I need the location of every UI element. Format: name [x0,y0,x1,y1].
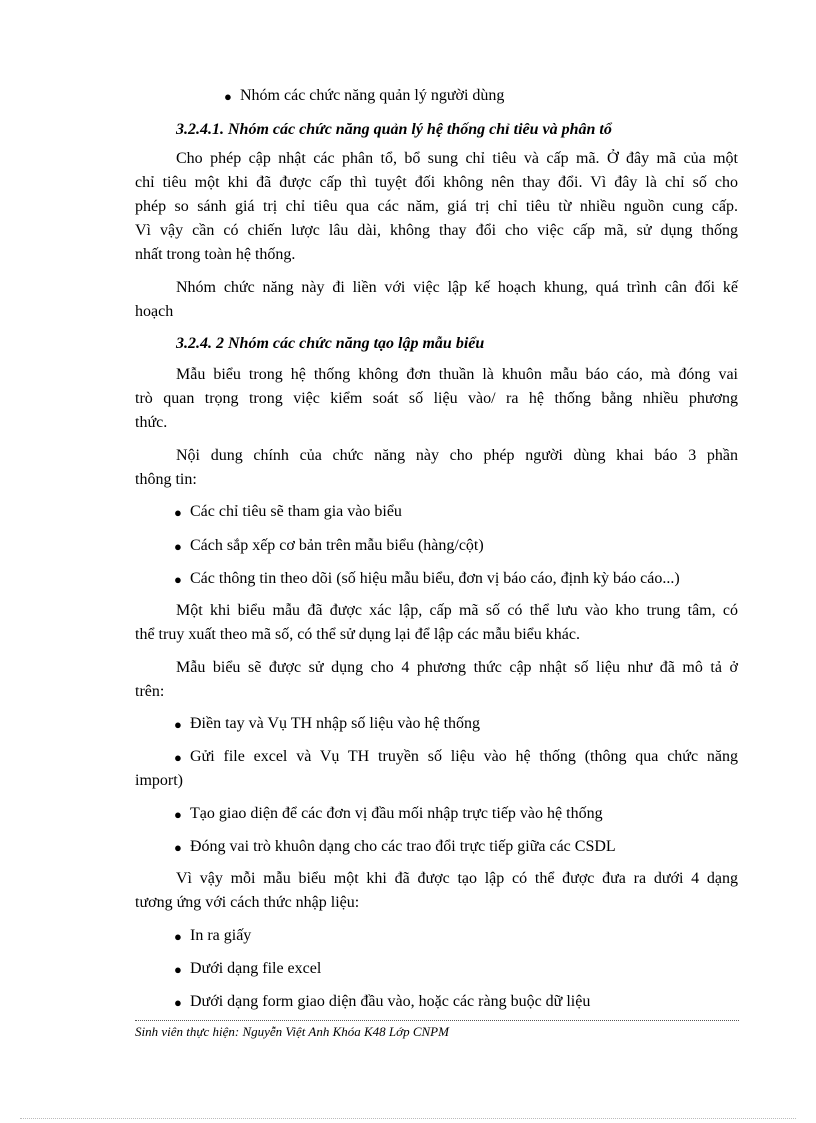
paragraph-line: nhất trong toàn hệ thống. [135,246,296,263]
paragraph-line: Vì vậy cần có chiến lược lâu dài, không thay đổi cho việc cấp mã, sử dụng thống [135,222,738,239]
paragraph-line: thông tin: [135,471,197,488]
list-item: Dưới dạng form giao diện đầu vào, hoặc các ràng buộc dữ liệu [190,993,591,1010]
list-item: Tạo giao diện để các đơn vị đầu mối nhập trực tiếp vào hệ thống [190,805,603,822]
list-item: Các thông tin theo dõi (số hiệu mẫu biểu, đơn vị báo cáo, định kỳ báo cáo...) [190,570,680,587]
bullet-icon: ● [174,929,182,944]
bullet-icon: ● [224,89,232,104]
paragraph-line: Một khi biểu mẫu đã được xác lập, cấp mã số có thể lưu vào kho trung tâm, có [176,602,738,619]
paragraph-line: Mẫu biểu trong hệ thống không đơn thuần là khuôn mẫu báo cáo, mà đóng vai [176,366,738,383]
section-heading: 3.2.4. 2 Nhóm các chức năng tạo lập mẫu biểu [176,335,485,352]
bullet-icon: ● [174,962,182,977]
list-item: import) [135,772,183,789]
paragraph-line: Nội dung chính của chức năng này cho phép người dùng khai báo 3 phần [176,447,738,464]
list-item: Đóng vai trò khuôn dạng cho các trao đổi trực tiếp giữa các CSDL [190,838,616,855]
paragraph-line: phép so sánh giá trị chỉ tiêu qua các năm, giá trị chỉ tiêu từ nhiều nguồn cung cấp. [135,198,738,215]
paragraph-line: trò quan trọng trong việc kiểm soát số liệu vào/ ra hệ thống bằng nhiều phương [135,390,738,407]
bullet-icon: ● [174,717,182,732]
list-item: Cách sắp xếp cơ bản trên mẫu biểu (hàng/cột) [190,537,484,554]
bullet-icon: ● [174,840,182,855]
page-footer: Sinh viên thực hiện: Nguyễn Việt Anh Khóa K48 Lớp CNPM [135,1024,449,1039]
paragraph-line: hoạch [135,303,174,320]
list-item: Gửi file excel và Vụ TH truyền số liệu vào hệ thống (thông qua chức năng [190,748,738,765]
paragraph-line: thức. [135,414,168,431]
bullet-icon: ● [174,505,182,520]
paragraph-line: chỉ tiêu một khi đã được cấp thì tuyệt đối không nên thay đổi. Vì đây là chỉ số cho [135,174,738,191]
footer-divider [135,1020,739,1021]
page-bottom-divider [20,1118,796,1119]
bullet-icon: ● [174,807,182,822]
section-heading: 3.2.4.1. Nhóm các chức năng quản lý hệ thống chỉ tiêu và phân tổ [176,121,612,138]
bullet-icon: ● [174,995,182,1010]
paragraph-line: Nhóm chức năng này đi liền với việc lập kế hoạch khung, quá trình cân đối kế [176,279,738,296]
bullet-icon: ● [174,572,182,587]
paragraph-line: thể truy xuất theo mã số, có thể sử dụng lại để lập các mẫu biểu khác. [135,626,580,643]
paragraph-line: tương ứng với cách thức nhập liệu: [135,894,360,911]
paragraph-line: Cho phép cập nhật các phân tổ, bổ sung chỉ tiêu và cấp mã. Ở đây mã của một [176,150,738,167]
paragraph-line: Vì vậy mỗi mẫu biểu một khi đã được tạo lập có thể được đưa ra dưới 4 dạng [176,870,738,887]
list-item: Các chỉ tiêu sẽ tham gia vào biểu [190,503,402,520]
bullet-icon: ● [174,750,182,765]
paragraph-line: Mẫu biểu sẽ được sử dụng cho 4 phương thức cập nhật số liệu như đã mô tả ở [176,659,738,676]
list-item: Nhóm các chức năng quản lý người dùng [240,87,505,104]
list-item: Điền tay và Vụ TH nhập số liệu vào hệ thống [190,715,481,732]
list-item: In ra giấy [190,927,252,944]
paragraph-line: trên: [135,683,165,700]
bullet-icon: ● [174,539,182,554]
list-item: Dưới dạng file excel [190,960,322,977]
